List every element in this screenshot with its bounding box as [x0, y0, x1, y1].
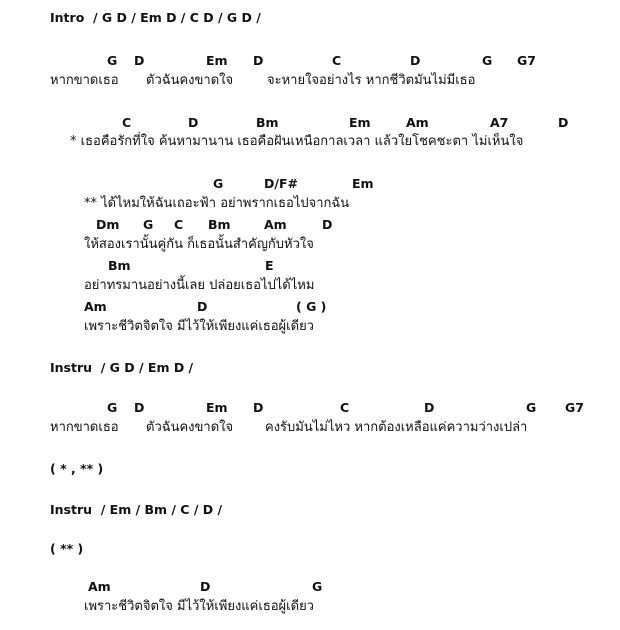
intro-line: Intro / G D / Em D / C D / G D /	[50, 10, 261, 25]
chord: Em	[352, 176, 374, 191]
chord: C	[332, 53, 342, 68]
chord: C	[122, 115, 132, 130]
lyric-segment: ตัวฉันคงขาดใจ	[146, 73, 234, 88]
chord: G	[312, 579, 323, 594]
chord: D	[322, 217, 333, 232]
chord: D/F#	[264, 176, 298, 191]
chord: Am	[264, 217, 287, 232]
chord: D	[200, 579, 211, 594]
chord: D	[410, 53, 421, 68]
chord: G7	[565, 400, 584, 415]
chord: Em	[206, 400, 228, 415]
lyric-line: * เธอคือรักที่ใจ ค้นหามานาน เธอคือฝันเหนือกาลเวลา แล้วใยโชคชะตา ไม่เห็นใจ	[70, 134, 524, 149]
chord: G	[143, 217, 154, 232]
repeat-marker: ( ** )	[50, 541, 84, 556]
chord: Em	[206, 53, 228, 68]
lyric-segment: หากขาดเธอ	[50, 420, 119, 435]
chord: Bm	[108, 258, 131, 273]
chord: Am	[406, 115, 429, 130]
chord: E	[265, 258, 274, 273]
chord: D	[253, 400, 264, 415]
chord: G	[482, 53, 493, 68]
chord: Bm	[256, 115, 279, 130]
chord: G	[213, 176, 224, 191]
chord: C	[340, 400, 350, 415]
chord: D	[558, 115, 569, 130]
chord: Dm	[96, 217, 120, 232]
instru-line: Instru / Em / Bm / C / D /	[50, 502, 223, 517]
lyric-segment: จะหายใจอย่างไร หากชีวิตมันไม่มีเธอ	[267, 73, 476, 88]
lyric-line: เพราะชีวิตจิตใจ มีไว้ให้เพียงแค่เธอผู้เดียว	[84, 599, 314, 614]
chord: D	[424, 400, 435, 415]
lyric-line: เพราะชีวิตจิตใจ มีไว้ให้เพียงแค่เธอผู้เดียว	[84, 319, 314, 334]
chord: C	[174, 217, 184, 232]
lyric-line: อย่าทรมานอย่างนี้เลย ปล่อยเธอไปได้ไหม	[84, 278, 315, 293]
chord: Bm	[208, 217, 231, 232]
chord: A7	[490, 115, 509, 130]
chord: Am	[84, 299, 107, 314]
chord: D	[253, 53, 264, 68]
lyric-line: ให้สองเรานั้นคู่กัน ก็เธอนั้นสำคัญกับหัวใจ	[84, 237, 314, 252]
lyric-line: ** ได้ไหมให้ฉันเถอะฟ้า อย่าพรากเธอไปจากฉัน	[84, 196, 350, 211]
chord: D	[134, 53, 145, 68]
chord: D	[134, 400, 145, 415]
instru-line: Instru / G D / Em D /	[50, 360, 194, 375]
chord: Am	[88, 579, 111, 594]
lyric-segment: คงรับมันไม่ไหว หากต้องเหลือแค่ความว่างเปล่า	[265, 420, 528, 435]
chord: D	[188, 115, 199, 130]
lyric-segment: ตัวฉันคงขาดใจ	[146, 420, 234, 435]
chord: ( G )	[296, 299, 327, 314]
chord: G	[107, 400, 118, 415]
chord: G	[526, 400, 537, 415]
chord: Em	[349, 115, 371, 130]
lyric-segment: หากขาดเธอ	[50, 73, 119, 88]
chord: G	[107, 53, 118, 68]
repeat-marker: ( * , ** )	[50, 461, 104, 476]
chord: D	[197, 299, 208, 314]
chord: G7	[517, 53, 536, 68]
